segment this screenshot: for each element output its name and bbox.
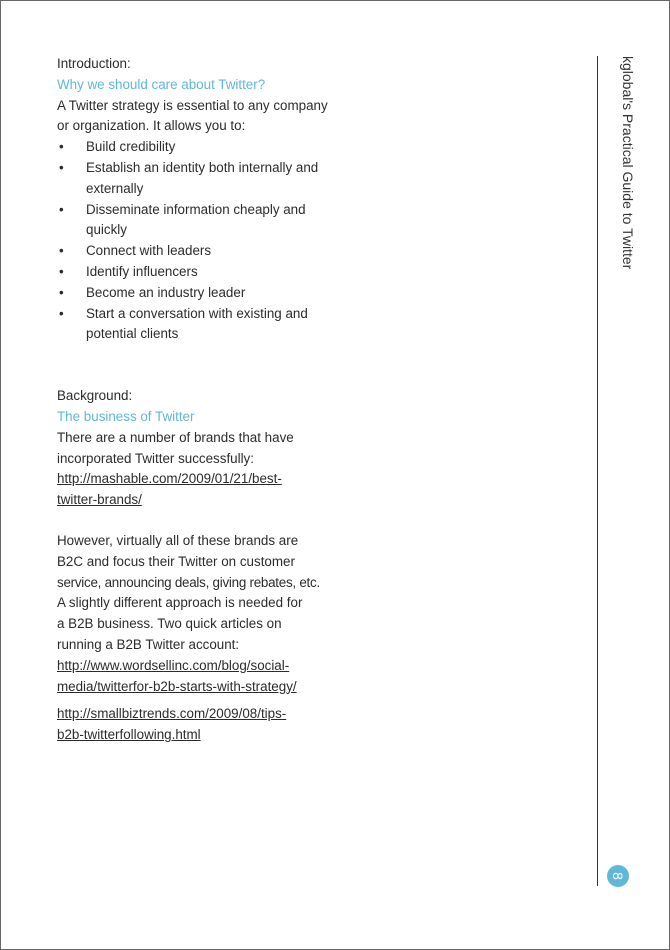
intro-lead-line: or organization. It allows you to:	[57, 118, 246, 134]
page-number: 8	[609, 872, 626, 880]
benefit-text: Connect with leaders	[86, 243, 212, 259]
benefit-item	[57, 158, 332, 200]
background-heading: Background:	[57, 388, 133, 404]
intro-lead-line: A Twitter strategy is essential to any company	[57, 97, 328, 113]
benefit-item	[57, 200, 332, 242]
background-paragraph-1	[57, 428, 332, 470]
link-line: http://www.wordsellinc.com/blog/social-	[57, 657, 290, 673]
page-number-badge	[607, 865, 629, 887]
main-content	[57, 54, 332, 746]
paragraph-line: However, virtually all of these brands are	[57, 532, 299, 548]
paragraph-line: B2C and focus their Twitter on customer	[57, 553, 295, 569]
link-line: b2b-twitterfollowing.html	[57, 727, 201, 743]
benefit-text: externally	[86, 180, 144, 196]
smallbiztrends-link[interactable]	[57, 704, 332, 746]
benefit-text: Disseminate information cheaply and	[86, 201, 306, 217]
side-divider	[597, 56, 598, 886]
bullet-icon: •	[59, 159, 64, 175]
paragraph-line: running a B2B Twitter account:	[57, 636, 240, 652]
bullet-icon: •	[59, 243, 64, 259]
bullet-icon: •	[59, 305, 64, 321]
benefit-item	[57, 137, 332, 158]
intro-subheading: Why we should care about Twitter?	[57, 76, 266, 92]
benefit-text: Identify influencers	[86, 263, 198, 279]
bullet-icon: •	[59, 263, 64, 279]
running-title: kglobal's Practical Guide to Twitter	[620, 56, 636, 270]
link-line: http://smallbiztrends.com/2009/08/tips-	[57, 706, 287, 722]
benefit-item	[57, 304, 332, 346]
benefit-item	[57, 262, 332, 283]
bullet-icon: •	[59, 139, 64, 155]
link-line: http://mashable.com/2009/01/21/best-	[57, 471, 282, 487]
paragraph-line: service, announcing deals, giving rebates, etc.	[57, 574, 320, 590]
benefit-item	[57, 283, 332, 304]
paragraph-line: incorporated Twitter successfully:	[57, 450, 254, 466]
benefit-text: Build credibility	[86, 139, 176, 155]
paragraph-line: a B2B business. Two quick articles on	[57, 616, 282, 632]
bullet-icon: •	[59, 201, 64, 217]
benefit-text: potential clients	[86, 326, 179, 342]
intro-lead	[57, 96, 332, 138]
mashable-link[interactable]	[57, 469, 332, 511]
paragraph-line: A slightly different approach is needed for	[57, 595, 303, 611]
link-line: twitter-brands/	[57, 492, 142, 508]
paragraph-line: There are a number of brands that have	[57, 429, 294, 445]
benefit-text: Establish an identity both internally and	[86, 159, 319, 175]
background-paragraph-2	[57, 531, 332, 656]
link-line: media/twitterfor-b2b-starts-with-strategy/	[57, 678, 297, 694]
benefit-text: Become an industry leader	[86, 284, 246, 300]
benefit-item	[57, 241, 332, 262]
wordsell-link[interactable]	[57, 656, 332, 698]
background-subheading: The business of Twitter	[57, 408, 195, 424]
bullet-icon: •	[59, 284, 64, 300]
benefits-list	[57, 137, 332, 345]
intro-heading: Introduction:	[57, 56, 131, 71]
benefit-text: quickly	[86, 222, 127, 238]
benefit-text: Start a conversation with existing and	[86, 305, 308, 321]
